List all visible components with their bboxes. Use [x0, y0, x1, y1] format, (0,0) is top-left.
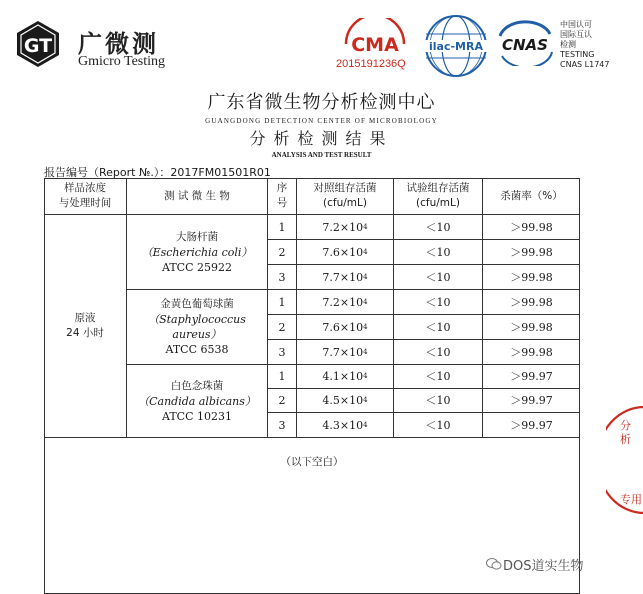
red-seal-stamp [606, 405, 643, 515]
org-title-en: GUANGDONG DETECTION CENTER OF MICROBIOLOGY [205, 117, 438, 125]
cma-logo-icon [340, 18, 410, 56]
ilac-label: ilac-MRA [429, 40, 483, 53]
brand-name-en: Gmicro Testing [78, 54, 166, 69]
cma-label: CMA [351, 34, 399, 56]
organism-ecoli: 大肠杆菌 （Escherichia coli） ATCC 25922 [141, 230, 253, 274]
organism-staph: 金黄色葡萄球菌 （Staphylococcus aureus） ATCC 6538 [148, 298, 246, 356]
cnas-label: CNAS [502, 36, 548, 54]
header-control: 对照组存活菌 (cfu/mL) [313, 182, 377, 209]
header-organism: 测 试 微 生 物 [164, 189, 230, 202]
header-test: 试验组存活菌 (cfu/mL) [406, 182, 470, 209]
org-title-cn: 广东省微生物分析检测中心 [207, 92, 436, 113]
result-title-en: ANALYSIS AND TEST RESULT [271, 151, 372, 159]
header-seq: 序 号 [276, 182, 288, 209]
brand-name-cn: 广微测 [78, 30, 159, 58]
cnas-accreditation-text: 中国认可 国际互认 检测 TESTING CNAS L1747 [560, 20, 610, 69]
header-rate: 杀菌率（%） [500, 189, 563, 202]
results-table: 样品浓度 与处理时间 测 试 微 生 物 序 号 对照组存活菌 (cfu/mL) 试验组存活菌 (cfu/mL) 杀菌率（%） 原液 24 小时 大肠杆菌 （Escherichia coli） ATCC 25922 1 7.2×10 4 ＜10 ＞99.98 2 7.6×10 4 ＜10 ＞99.98 3 7.7×10 4 ＜10 ＞99.98 金黄色葡萄球菌 （Staphylococcus aureus） ATCC 6538 1 7.2×10 4 ＜10 ＞99.98 2 7.6×10 4 ＜10 ＞99.98 3 7.7×10 4 ＜10 ＞99.98 白色念珠菌 （Candida albicans） ATCC 10231 1 4.1×10 4 ＜10 ＞99.97 2 4.5×10 4 ＜10 ＞99.97 3 4.3×10 4 ＜10 ＞99.97 （以下空白） [44, 178, 580, 594]
svg-text:分: 分 [620, 419, 631, 432]
ilac-mra-logo-icon [420, 14, 492, 78]
organism-candida: 白色念珠菌 （Candida albicans） ATCC 10231 [138, 379, 256, 423]
cma-number: 2015191236Q [336, 58, 406, 70]
cnas-logo-icon [494, 20, 556, 66]
gt-logo-icon [14, 20, 62, 68]
blank-note: （以下空白） [280, 455, 344, 468]
result-title-cn: 分析检测结果 [249, 129, 394, 148]
svg-text:专用: 专用 [620, 493, 642, 506]
header-sample: 样品浓度 与处理时间 [58, 182, 112, 209]
svg-text:析: 析 [620, 433, 631, 446]
sample-label: 原液 24 小时 [66, 312, 104, 339]
wechat-icon [486, 557, 502, 571]
report-number: 报告编号（Report №.）：2017FM01501R01 [44, 166, 271, 179]
logo-mark: GT [23, 35, 53, 57]
watermark-text: DOS道实生物 [503, 559, 584, 574]
